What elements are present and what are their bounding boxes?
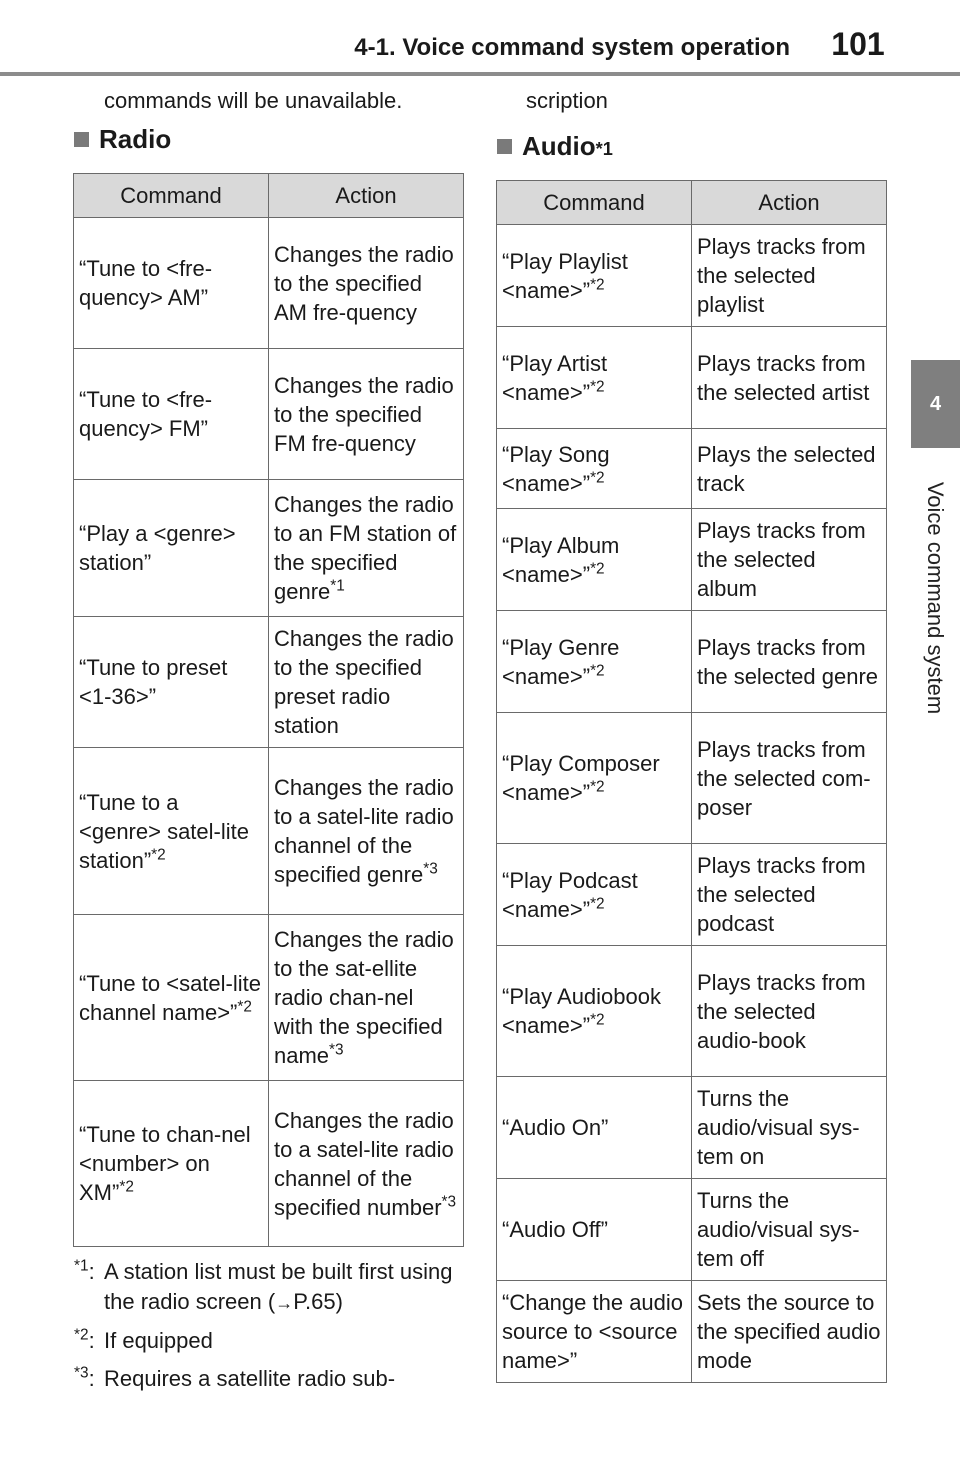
footnote-mark: *2 — [119, 1178, 134, 1196]
page-number: 101 — [831, 26, 885, 62]
action-text: Plays tracks from the selected com-poser — [697, 736, 871, 820]
command-text: “Play Audiobook <name>” — [502, 984, 661, 1038]
table-row — [74, 617, 464, 748]
action-text: Changes the radio to the sat-ellite radio chan-nel with the specified name — [274, 927, 454, 1068]
command-cell — [74, 617, 269, 748]
command-text: “Play Playlist <name>” — [502, 248, 628, 303]
command-cell — [74, 915, 269, 1081]
footnote-mark-text: *3 — [74, 1364, 89, 1382]
action-text: Changes the radio to a satel-lite radio channel of the specified genre — [274, 775, 454, 887]
command-cell — [497, 844, 692, 946]
action-text: Changes the radio to the specified FM fre-quency — [274, 372, 454, 456]
action-text: Changes the radio to the specified AM fre-quency — [274, 241, 454, 325]
table-row — [497, 1179, 887, 1281]
command-cell — [74, 480, 269, 617]
audio-command-table — [496, 180, 887, 1383]
footnote-mark: *3 — [441, 1193, 457, 1211]
footnote-text — [104, 1326, 464, 1356]
action-text: Plays tracks from the selected album — [697, 518, 866, 601]
action-cell — [692, 1281, 887, 1383]
column-header-action: Action — [692, 181, 887, 225]
radio-table-body — [74, 218, 464, 1247]
command-text: “Play Song <name>” — [502, 441, 610, 496]
action-text: Plays tracks from the selected podcast — [697, 853, 866, 936]
action-cell — [269, 218, 464, 349]
footnote — [74, 1364, 464, 1394]
square-bullet-icon — [74, 132, 89, 147]
action-cell — [692, 1179, 887, 1281]
command-text: “Tune to chan-nel <number> on XM” — [79, 1122, 251, 1205]
command-cell — [497, 1281, 692, 1383]
footnote — [74, 1326, 464, 1356]
action-text: Plays tracks from the selected audio-book — [697, 969, 866, 1053]
footnote-mark: $^{*1}$: — [74, 1257, 95, 1284]
footnote — [74, 1257, 464, 1318]
command-text: “Tune to <satel-lite channel name>” — [79, 970, 261, 1025]
table-row — [497, 844, 887, 946]
action-cell — [692, 713, 887, 844]
table-row — [497, 225, 887, 327]
table-row — [497, 611, 887, 713]
table-row — [497, 327, 887, 429]
action-text: Plays tracks from the selected genre — [697, 634, 879, 689]
action-cell — [269, 480, 464, 617]
right-continuation-text: scription — [526, 88, 608, 113]
column-header-command: Command — [74, 174, 269, 218]
action-text: Plays the selected track — [697, 441, 876, 496]
action-text: Plays tracks from the selected artist — [697, 350, 870, 405]
action-cell — [692, 509, 887, 611]
command-cell — [74, 1081, 269, 1247]
footnote-mark: $^{*3}$: — [74, 1364, 95, 1391]
table-row — [74, 915, 464, 1081]
command-text: “Tune to <fre-quency> AM” — [79, 256, 213, 310]
command-text: “Change the audio source to <source name>” — [502, 1290, 684, 1373]
table-row — [497, 946, 887, 1077]
action-cell — [269, 915, 464, 1081]
command-text: “Audio On” — [502, 1115, 609, 1140]
footnotes — [74, 1257, 464, 1402]
footnote-text — [104, 1257, 464, 1318]
command-cell — [497, 225, 692, 327]
footnote-mark-text: *1 — [74, 1257, 89, 1275]
footnote-mark: *2 — [590, 895, 605, 913]
command-text: “Audio Off” — [502, 1217, 608, 1242]
command-text: “Play Album <name>” — [502, 532, 620, 587]
action-cell — [692, 429, 887, 509]
action-cell — [692, 1077, 887, 1179]
action-text: Changes the radio to the specified preset radio station — [274, 626, 454, 738]
action-text: Changes the radio to an FM station of the specified genre — [274, 492, 457, 604]
command-cell — [497, 327, 692, 429]
action-cell — [692, 946, 887, 1077]
footnote-body: If equipped — [104, 1328, 213, 1353]
left-continuation-text: commands will be unavailable. — [104, 88, 403, 113]
command-cell — [497, 1077, 692, 1179]
table-row — [497, 713, 887, 844]
footnote-text — [104, 1364, 464, 1394]
action-cell — [692, 327, 887, 429]
footnote-mark: *2 — [590, 276, 605, 294]
table-row — [74, 349, 464, 480]
footnote-mark: *2 — [590, 560, 605, 578]
page-reference-link[interactable]: P.65) — [293, 1289, 343, 1314]
audio-table-body — [497, 225, 887, 1383]
radio-title-text: Radio — [99, 124, 172, 154]
action-text: Turns the audio/visual sys-tem on — [697, 1086, 860, 1169]
footnote-mark: *3 — [423, 860, 438, 878]
command-cell — [74, 349, 269, 480]
table-row — [497, 509, 887, 611]
footnote-mark: *2 — [237, 998, 252, 1016]
audio-title-text: Audio — [522, 131, 596, 161]
action-text: Changes the radio to a satel-lite radio channel of the specified number — [274, 1107, 454, 1220]
chapter-tab-number: 4 — [911, 360, 960, 448]
audio-section-title: Audio *1 — [497, 131, 613, 162]
command-text: “Tune to <fre-quency> FM” — [79, 387, 213, 441]
action-text: Turns the audio/visual sys-tem off — [697, 1188, 860, 1271]
arrow-right-icon: → — [275, 1293, 294, 1313]
column-header-action: Action — [269, 174, 464, 218]
footnote-mark-text: *2 — [74, 1326, 89, 1344]
command-cell — [497, 1179, 692, 1281]
footnote-body: Requires a satellite radio sub- — [104, 1366, 396, 1391]
footnote-mark: *2 — [590, 778, 605, 796]
command-cell — [497, 509, 692, 611]
command-text: “Tune to a <genre> satel-lite station” — [79, 789, 249, 873]
action-cell — [692, 225, 887, 327]
action-cell — [269, 748, 464, 915]
footnote-mark: $^{*2}$: — [74, 1326, 95, 1353]
command-text: “Play a <genre> station” — [79, 521, 236, 575]
command-cell — [497, 429, 692, 509]
column-header-command: Command — [497, 181, 692, 225]
command-text: “Play Podcast <name>” — [502, 867, 638, 922]
table-row — [74, 1081, 464, 1247]
footnote-mark: *1 — [330, 577, 345, 595]
table-header-row — [497, 181, 887, 225]
command-cell — [497, 713, 692, 844]
command-text: “Play Composer <name>” — [502, 751, 660, 805]
command-cell — [74, 748, 269, 915]
action-text: Sets the source to the specified audio mode — [697, 1290, 881, 1373]
chapter-tab-label: Voice command system — [923, 481, 948, 715]
action-cell — [269, 349, 464, 480]
footnote-mark: *3 — [329, 1041, 344, 1059]
action-cell — [269, 1081, 464, 1247]
footnote-mark: *2 — [151, 846, 166, 864]
command-cell — [497, 611, 692, 713]
table-row — [497, 1077, 887, 1179]
radio-command-table — [73, 173, 464, 1247]
table-header-row — [74, 174, 464, 218]
square-bullet-icon — [497, 139, 512, 154]
radio-section-title — [74, 124, 171, 155]
action-cell — [692, 844, 887, 946]
footnote-mark: *2 — [590, 469, 605, 487]
command-text: “Play Artist <name>” — [502, 350, 608, 405]
action-text: Plays tracks from the selected playlist — [697, 234, 866, 317]
table-row — [497, 1281, 887, 1383]
command-text: “Play Genre <name>” — [502, 634, 620, 689]
footnote-mark: *2 — [590, 378, 605, 396]
command-cell — [74, 218, 269, 349]
header-title: 4-1. Voice command system operation — [354, 34, 790, 61]
table-row — [74, 218, 464, 349]
command-cell — [497, 946, 692, 1077]
footnote-body: A station list must be built first using the radio screen ( — [104, 1259, 453, 1314]
header-rule — [0, 72, 960, 76]
table-row — [74, 748, 464, 915]
table-row — [74, 480, 464, 617]
footnote-mark: *2 — [590, 1011, 605, 1029]
action-cell — [692, 611, 887, 713]
action-cell — [269, 617, 464, 748]
command-text: “Tune to preset <1-36>” — [79, 655, 228, 709]
footnote-mark: *2 — [590, 662, 605, 680]
table-row — [497, 429, 887, 509]
